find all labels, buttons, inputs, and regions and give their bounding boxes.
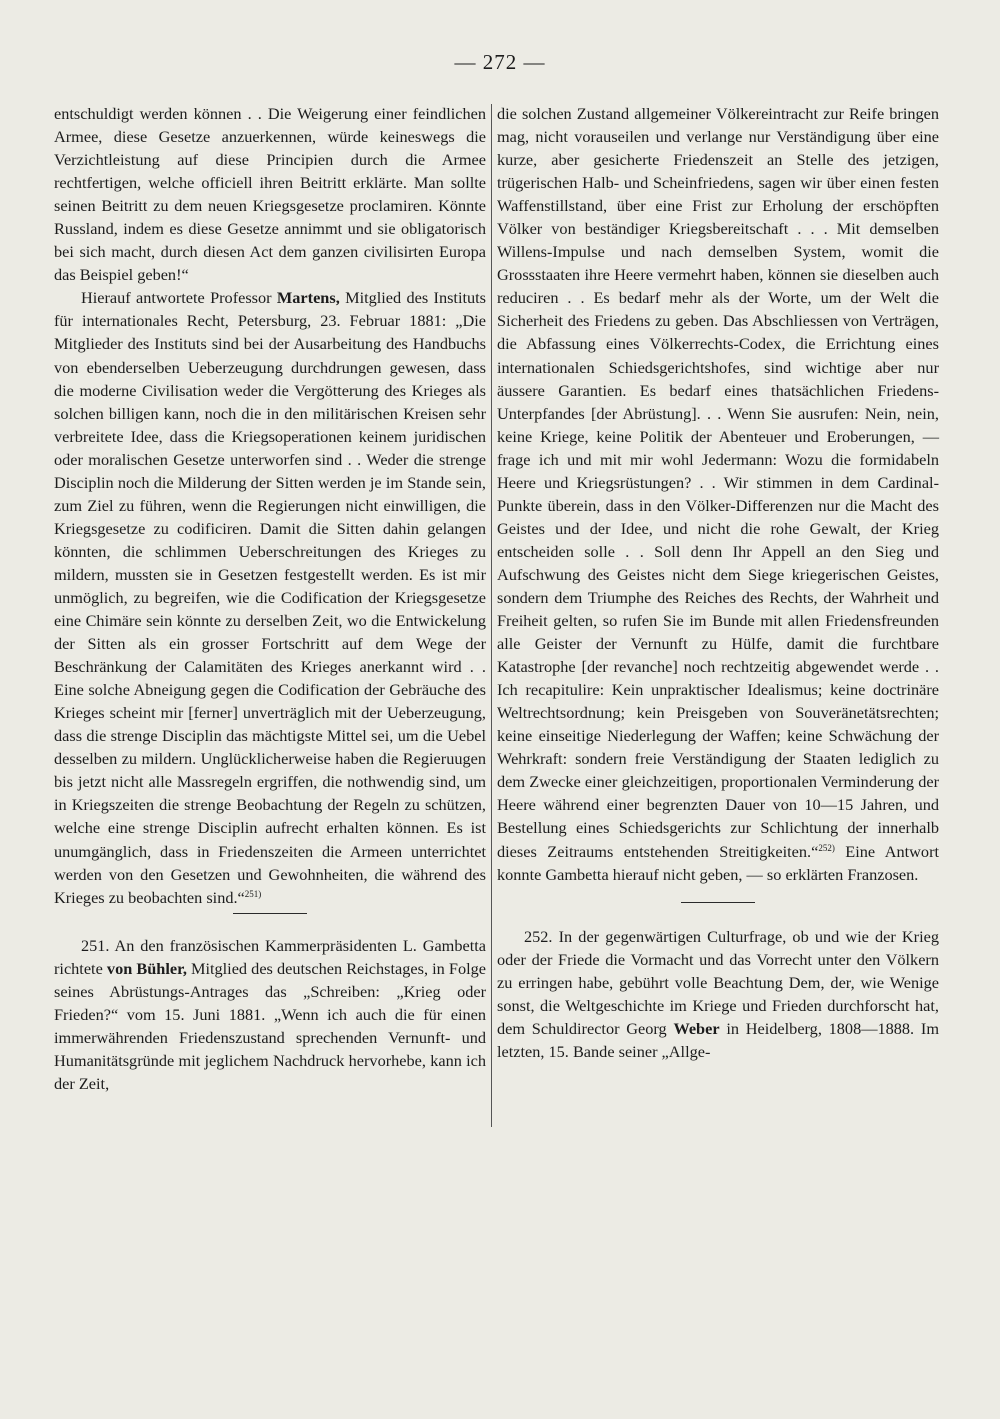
- paragraph-continuation: entschuldigt werden können . . Die Weigerung einer feindlichen Armee, diese Gesetze anzuerkennen, würde keineswegs die Verzichtleistung auf diese Principien durch die Armee rechtfertigen, welche officiell ihren Beitritt erklärte. Man sollte seinen Beitritt zu dem neuen Kriegsgesetze proclamiren. Könnte Russland, indem es diese Gesetze annimmt und sie obligatorisch bei sich macht, durch diesen Act dem ganzen civilisirten Europa das Beispiel geben!“: [54, 104, 486, 285]
- paragraph-252-intro: 252. In der gegenwärtigen Culturfrage, ob und wie der Krieg oder der Friede die Vormacht und das Vorrecht unter den Völkern zu erringen habe, gebührt volle Beachtung Dem, der, wie Wenige sonst, die Weltgeschichte im Kriege und Frieden durchforscht hat, dem Schuldirector Georg: [497, 926, 939, 1038]
- paragraph-251-body: Mitglied des deutschen Reichstages, in Folge seines Abrüstungs-Antrages das „Schreiben: „Krieg oder Frieden?“ vom 15. Juni 1881. „Wenn ich auch die für einen immerwährenden Friedenszustand sprechenden Vernunft- und Humanitätsgründe mit jeglichem Nachdruck hervorhebe, kann ich der Zeit,: [54, 958, 486, 1093]
- section-divider: [681, 902, 755, 903]
- left-column: [54, 102, 486, 1095]
- paragraph-buehler-end: Eine Antwort konnte Gambetta hierauf nicht geben, — so erklärten Franzosen.: [497, 841, 940, 884]
- page-number: — 272 —: [454, 50, 546, 74]
- paragraph-buehler-continued: [497, 102, 939, 886]
- column-rule: [491, 104, 492, 1127]
- footnote-ref-252: 252): [818, 842, 835, 853]
- author-name-martens: Martens,: [276, 288, 340, 308]
- author-name-weber: Weber: [673, 1018, 720, 1038]
- paragraph-martens-intro: Hierauf antwortete Professor: [81, 288, 277, 308]
- paragraph-252-body: in Heidelberg, 1808—1888. Im letzten, 15. Bande seiner „Allge-: [497, 1018, 939, 1061]
- author-name-buehler: von Bühler,: [106, 958, 187, 978]
- paragraph-252: [497, 925, 939, 1063]
- section-divider: [233, 913, 307, 914]
- paragraph-martens-body: Mitglied des Instituts für internationales Recht, Petersburg, 23. Februar 1881: „Die Mitglieder des Instituts sind bei der Ausarbeitung des Handbuchs von ebenderselben Ueberzeugung durchdrungen gewesen, dass die moderne Civilisation weder die Vergötterung des Krieges als solchen billigen kann, noch die in den militärischen Kreisen sehr verbreitete Idee, dass die Kriegsoperationen keinem juridischen oder moralischen Gesetze unterworfen sind . . Weder die strenge Disciplin noch die Milderung der Sitten werden je im Stande sein, zum Ziel zu führen, wenn die Regierungen nicht einwilligen, die Kriegsgesetze zu codificiren. Damit die Sitten dahin gelangen könnten, die schlimmen Ueberschreitungen des Krieges zu mildern, mussten sie in Gesetzen festgestellt werden. Es ist mir unmöglich, zu begreifen, wie die Codification der Kriegsgesetze eine Chimäre sein könnte zu derselben Zeit, wo die Entwickelung der Sitten als ein grosser Fortschritt auf dem Wege der Beschränkung der Calamitäten des Krieges anerkannt wird . . Eine solche Abneigung gegen die Codification der Gebräuche des Krieges scheint mir [ferner] unverträglich mit der Ueberzeugung, dass die strenge Disciplin das mächtigste Mittel sei, um die Uebel desselben zu mildern. Unglücklicherweise haben die Regieruugen bis jetzt nicht alle Massregeln ergriffen, die nothwendig sind, um in Kriegszeiten die strenge Beobachtung der Regeln zu schützen, welche eine strenge Disciplin aufrecht erhalten können. Es ist unumgänglich, dass in Friedenszeiten die Armeen unterrichtet werden von den Gesetzen und Gewohnheiten, die während des Krieges zu beobachten sind.“: [54, 288, 486, 907]
- paragraph-251: [54, 934, 486, 1095]
- paragraph-martens: [54, 286, 486, 908]
- right-column: [497, 102, 939, 1063]
- footnote-ref-251: 251): [244, 888, 262, 899]
- paragraph-251-intro: 251. An den französischen Kammerpräsidenten L. Gambetta richtete: [54, 935, 486, 978]
- paragraph-buehler-quote: die solchen Zustand allgemeiner Völkereintracht zur Reife bringen mag, nicht vorauseilen und verlange nur Verständigung über eine kurze, aber gesicherte Friedenszeit an Stelle des jetzigen, trügerischen Halb- und Scheinfriedens, sagen wir über einen festen Waffenstillstand, über eine Frist zur Erholung der erschöpften Völker von beständiger Kriegsbereitschaft . . . Mit demselben Willens-Impulse und nach demselben System, womit die Grossstaaten ihre Heere vermehrt haben, können sie dieselben auch reduciren . . Es bedarf mehr als der Worte, um der Welt die Sicherheit des Friedens zu geben. Das Abschliessen von Verträgen, die Abfassung eines Völkerrechts-Codex, die Errichtung eines internationalen Schiedsgerichtshofes, sind wichtige aber nur äussere Garantien. Es bedarf eines thatsächlichen Friedens-Unterpfandes [der Abrüstung]. . . Wenn Sie ausrufen: Nein, nein, keine Kriege, keine Politik der Abenteuer und Eroberungen, — frage ich und mit mir wohl Jedermann: Wozu die formidabeln Heere und Kriegsrüstungen? . . Wir stimmen in dem Cardinal-Punkte überein, dass in den Völker-Differenzen nur die Macht des Geistes und der Idee, und nicht die rohe Gewalt, der Krieg entscheiden solle . . Soll denn Ihr Appell an den Sieg und Aufschwung des Geistes nicht dem Siege kriegerischen Geistes, sondern dem Triumphe des Reiches des Rechts, der Wahrheit und Freiheit gelten, so rufen Sie im Bunde mit allen Friedensfreunden alle Geister der Vernunft zu Hülfe, damit die furchtbare Katastrophe [der revanche] noch rechtzeitig abgewendet werde . . Ich recapitulire: Kein unpraktischer Idealismus; keine doctrinäre Weltrechtsordnung; kein Preisgeben von Souveränetätsrechten; keine einseitige Niederlegung der Waffen; keine Schwächung der Wehrkraft: sondern freie Verständigung der Staaten lediglich zu dem Zwecke einer gleichzeitigen, proportionalen Verminderung der Heere während einer begrenzten Dauer von 10—15 Jahren, und Bestellung eines Schiedsgerichts zur Schlichtung der innerhalb dieses Zeitraums entstehenden Streitigkeiten.“: [497, 104, 939, 861]
